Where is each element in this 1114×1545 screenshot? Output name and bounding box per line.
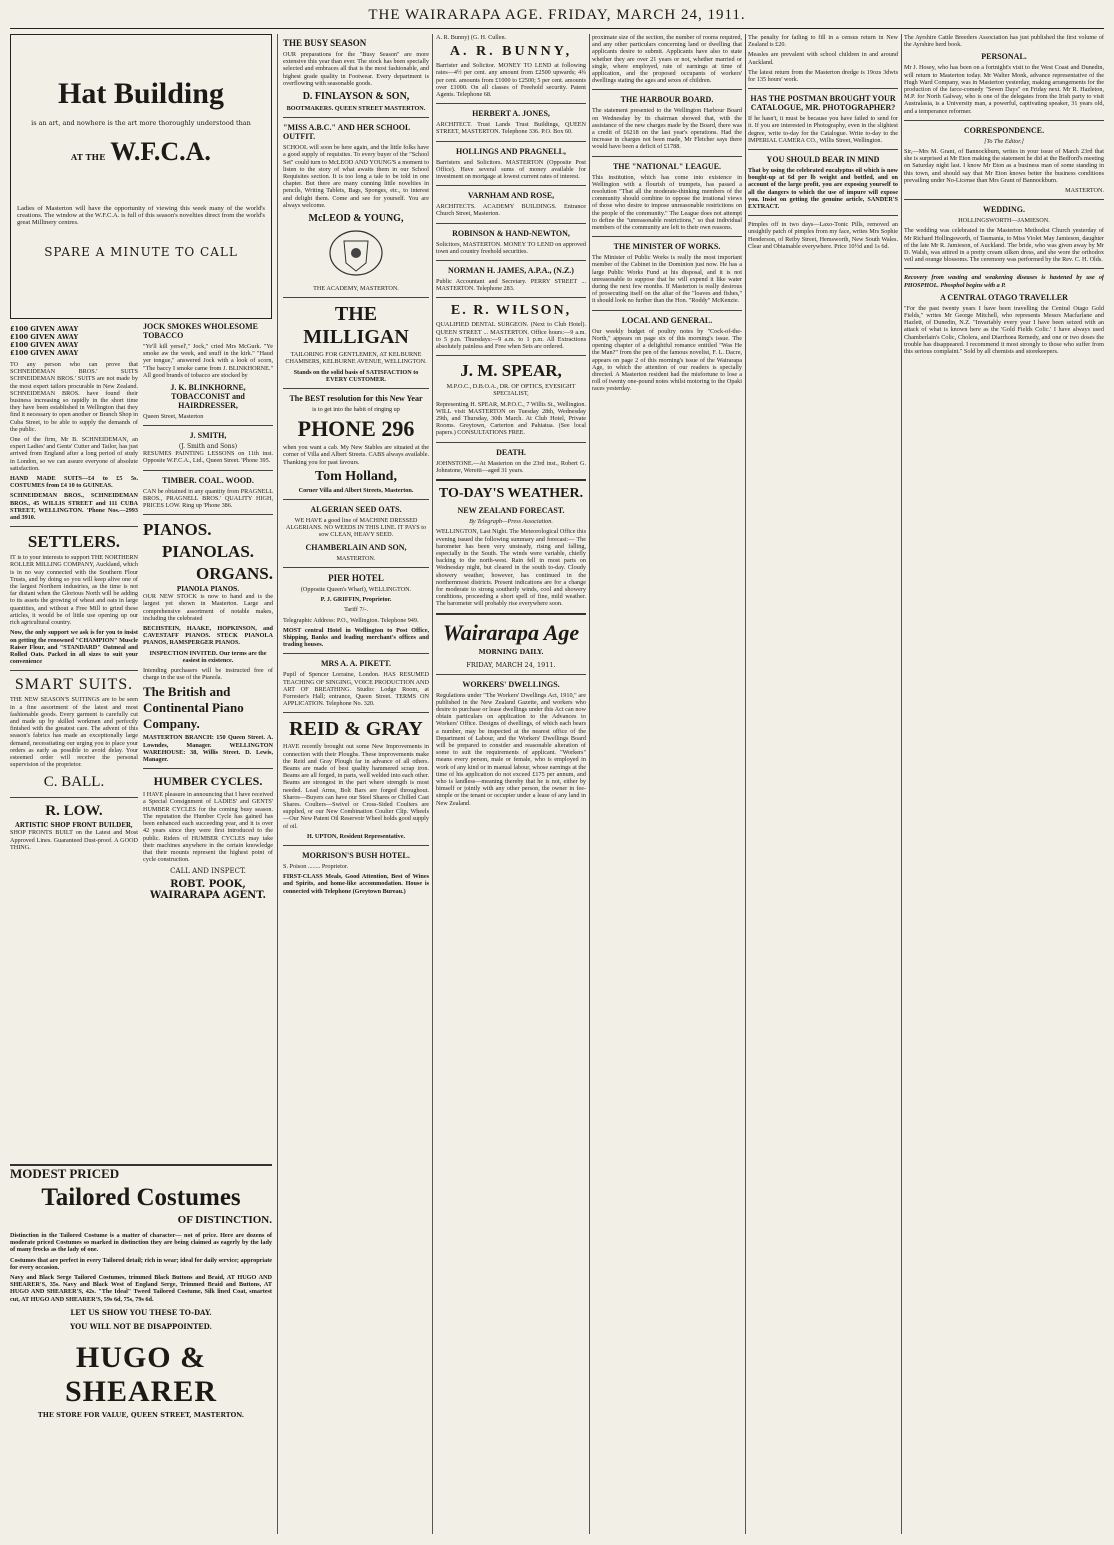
hat-title: Hat Building [58,77,224,110]
robinson-name: ROBINSON & HAND-NEWTON, [452,228,570,238]
column-5 [748,34,898,1534]
hat-body: Ladies of Masterton will have the opportunity of viewing this week many of the world's creations. The window at the W.F.C.A. is full of this season's novelties direct from the world's great Millinery centres. [17,205,265,227]
busy-season-body: OUR preparations for the "Busy Season" are more extensive this year than ever. The stock has been specially selected and embraces all that is the most fashionable, and highest grade quality in Footwear. Every department is overflowing with seasonable goods. [283,51,429,87]
low-subtitle: ARTISTIC SHOP FRONT BUILDER, [15,822,133,830]
ball-name: C. BALL. [43,774,105,791]
column-divider [901,34,902,1534]
algerian-body: WE HAVE a good line of MACHINE DRESSED ALGERIANS. NO WEEDS IN THIS LINE. IT PAYS to sow CLEAN, HEAVY SEED. [285,517,427,539]
forecast-title: NEW ZEALAND FORECAST. [457,506,565,516]
costume-body: Distinction in the Tailored Costume is a matter of character— not of price. Here are dozens of moderate priced Costumes so marked in distinction they are being claimed as eagerly by the lady of many frocks as the lady of one. [10,1232,272,1254]
bunny-head: A. R. Bunny) (G. H. Cullen. [436,34,507,41]
morrison-owner: S. Poison ........ Proprietor. [283,862,349,870]
mcleod-sub: THE ACADEMY, MASTERTON. [313,285,399,293]
given-away-1: £100 GIVEN AWAY [10,325,79,333]
hat-subtitle: is an art, and nowhere is the art more thoroughly understood than [31,119,251,127]
dwellings-body: Regulations under "The Workers' Dwellings Act, 1910," are published in the New Zealand Gazette, and workers who desire to purchase or lease dwellings under this Act can now obtain particulars on application to the Advances to Workers' Office. Designs of dwellings, of which each bears a number, may be inspected at the nearest office of the Department of Labour, and the Workers' Dwellings Board will be prepared to consider and reasonable alteration of some to suit the requirements of applicant. "Workers" means every person, male or female, who is employed in work of any kind or in manual labour, whose earnings at the time of his application do not exceed £175 per annum, and who is landless—meaning thereby that he is not, either by himself or jointly with any other person, the owner in fee-simple or the tenant or occupier under a lease of any land in New Zealand. [436,691,586,807]
pragnell-body: CAN be obtained in any quantity from PRAGNELL BROS., PRAGNELL BROS.' QUALITY HIGH, PRICES LOW. Ring up 'Phone 386. [143,487,273,510]
piano-makes: BECHSTEIN, HAAKE, HOPKINSON, and CAVESTAFF PIANOS. STECK PIANOLA PIANOS, RAMSPERGER PIANOS. [143,625,273,647]
spear-body: Representing H. SPEAR, M.P.O.C., 7 Willis St., Wellington. WILL visit MASTERTON on Tuesday 28th, Wednesday 29th, and Thursday, 30th March. At Club Hotel, Private Rooms. Greytown, Carterton and Pahiatua. (See local papers.) CONSULTATIONS FREE. [436,400,586,437]
low-body: SHOP FRONTS BUILT on the Latest and Most Approved Lines. Guaranteed Dust-proof. A GOOD THING. [10,829,138,851]
wedding-body: The wedding was celebrated in the Masterton Methodist Church yesterday of Mr Richard Hollingsworth, of Tasmania, to Miss Violet May Jamieson, daughter of the late Mr R. Jamieson, of Auckland. The bride, who was given away by Mr D. Walsh, was attired in a pretty cream silken dress, and she wore the orthodox veil and orange blossoms. The ceremony was performed by the Rev. C. H. Olds. [904,227,1104,264]
miss-abc-body: SCHOOL will soon be here again, and the little folks have a good supply of requisites. To every buyer of the "School Set" could turn to McLEOD AND YOUNG'S a moment to listen to the story of what awaits them in our School Requisites section. It is too long a tale to be told in one chapter. But there are many cunning little novelties in pencils, Writing Tablets, Bags, Sponges, etc., to interest and delight them. Come and see for yourself. You are always welcome. [283,144,429,209]
otago-body: "For the past twenty years I have been travelling the Central Otago Gold Fields," writes Mr George Mitchell, who represents Messrs Macfarlane and Hazlett, of Dunedin, N.Z. "Invariably every year I have been seized with an attack of what is known here as the 'Gold Fields Colic.' I have always used Chamberlain's Colic, Cholera, and Diarrhoea Remedy, and one or two doses the trouble has disappeared. I recommend it most strongly to those who suffer from this serious complaint." Sold by all chemists and storekeepers. [904,304,1104,356]
british-address: MASTERTON BRANCH: 150 Queen Street. A. Lowndes, Manager. WELLINGTON WAREHOUSE: 38, Willis Street. D. Lewis, Manager. [143,734,273,764]
tailored-costumes: Tailored Costumes [41,1184,241,1211]
column-3 [436,34,586,1534]
death-body: JOHNSTONE.—At Masterton on the 23rd inst., Robert G. Johnstone, Wereiti—aged 31 years. [436,459,586,474]
bunny-name: A. R. BUNNY, [449,44,573,60]
given-away-3: £100 GIVEN AWAY [10,341,79,349]
pier-telegraph: Telegraphic Address: P.O., Wellington. Telephone 949. [283,616,419,624]
hat-building-ad [10,34,272,319]
pikett-body: Pupil of Spencer Lorraine, London. HAS RESUMED TEACHING OF SINGING, VOICE PRODUCTION AND ART OF BREATHING. Studio: Lodge Room, at Forrester's Hall; entrance, Queen Street. TERMS ON APPLICATION. Telephone No. 320. [283,671,429,708]
personal-body: Mr J. Hosey, who has been on a fortnight's visit to the West Coast and Dunedin, will return to Masterton today. Mr Walter Monk, advance representative of the Hugh Ward Company, was in Masterton yesterday, making arrangements for the production of the farce-comedy "Seven Days" on Friday next. Mr R. Hazleton, M.P. for North Galway, who is one of the delegates from the Irish party to visit Australasia, is a University man, a powerful, captivating speaker, 31 years old, and a temperance reformer. [904,64,1104,115]
works-body: The Minister of Public Works is really the most important member of the Cabinet in the Dominion just now. He has a large Public Works Fund at his disposal, and it is not unreasonable to suppose that he will expend it like water during the next few months. If Masterton is really desirous of prosecuting itself on the altar of the "loaves and fishes," it should look no further than the Hon. "Roddy" McKenzie. [592,254,742,305]
reid-gray-body: HAVE recently brought out some New Improvements in connection with their Ploughs. These improvements make the Reid and Gray Plough far in advance of all others. Beams are made of best quality hammered scrap iron. Beams are all forged, in parts, well welded into each other. Beams are strongest in the part where strength is most needed. Lead Arms, Bolt Bars are forged throughout. Sharos—Buyers can have our Steel Shares or Chilled Cast Shares. Coulters—Swivel or Cross-Sided Coulters are supplied, or our New Combination Coulter Clip. Wheels—Our New Patent Oil Reservoir Wheel holds good supply of oil. [283,743,429,830]
miss-abc-title: "MISS A.B.C." AND HER SCHOOL OUTFIT. [283,123,410,142]
settlers-body: IT is to your interests to support THE NORTHERN ROLLER MILLING COMPANY, Auckland, which is in no way connected with the Southern Flour Trusts, and by doing so you will keep alive one of the largest Northern industries, as the time is not far distant when the Glorious North will be adding to its assets the growing of wheat and oats in large quantities, and without a Free Mill to grind these articles, it would be of little use opening up our rich agricultural country. [10,554,138,627]
column-divider [745,34,746,1534]
schneideman-address: SCHNEIDEMAN BROS., SCHNEIDEMAN BROS., 45 WILLIS STREET and 111 CUBA STREET, WELLINGTON. 'Phone Nos.—2993 and 3910. [10,492,138,522]
british-piano-company: The British and Continental Piano Company. [143,684,244,732]
jock-body: "Ye'll kill yersel'," Jock," cried Mrs McGurk. "Ye smoke aw the week, and snuff in the kirk." "Haud yer tongue," answered Jock with a look of scorn, "The baccy I smoke came from J. BLINKHORNE." All good brands of tobacco are stocked by [143,343,273,379]
column-divider [589,34,590,1534]
pier-owner: P. J. GRIFFIN, Proprietor. [320,596,392,604]
to-editor: [To The Editor.] [984,137,1024,145]
pianolas-title: PIANOLAS. [161,542,255,562]
smith-sub: (J. Smith and Sons) [178,443,238,451]
costume-items: Navy and Black Serge Tailored Costumes, trimmed Black Buttons and Braid, AT HUGO AND SHEARER'S, 35s. Navy and Black West of England Serge, Trimmed Braid and Buttons, AT HUGO AND SHEARER'S, 42s. "The Ideal" Tweed Tailored Costume, Silk lined Coat, smartest cut, AT HUGO AND SHEARER'S, 59s 6d, 75s, 79s 6d. [10,1274,272,1303]
settlers-title: SETTLERS. [27,532,121,552]
holland-address: Corner Villa and Albert Streets, Masterton. [298,486,414,494]
measles-note: Measles are prevalent with school children in and around Auckland. [748,51,898,66]
paper-date: FRIDAY, MARCH 24, 1911. [466,660,556,669]
call-inspect: CALL AND INSPECT. [170,867,246,876]
smith-body: RESUMES PAINTING LESSONS on 11th inst. Opposite W.F.C.A., Ltd., Queen Street. 'Phone 395. [143,450,273,465]
postman-title: HAS THE POSTMAN BROUGHT YOUR CATALOGUE, MR. PHOTOGRAPHER? [750,94,896,113]
column-6 [904,34,1104,1534]
smart-body: THE NEW SEASON'S SUITINGS are to be seen in a fine assortment of the latest and most fashionable goods. Every garment is carefully cut and made up by skilled workmen and perfectly finished with the greatest care. The advent of this season's fabrics has made an exceptionally large demand, necessitating our urging you to place your orders as early as possible to avoid delay. Your esteemed order will receive the personal supervision of the proprietor. [10,696,138,769]
not-disappointed: YOU WILL NOT BE DISAPPOINTED. [70,1321,212,1331]
jock-title: JOCK SMOKES WHOLESOME TOBACCO [143,322,258,340]
smart-title: SMART SUITS. [14,676,134,694]
dwellings-title: WORKERS' DWELLINGS. [462,679,560,689]
masthead: THE WAIRARAPA AGE. FRIDAY, MARCH 24, 1911. [368,7,746,23]
milligan-title: THE MILLIGAN [303,303,409,349]
costume-body-2: Costumes that are perfect in every Tailored detail; rich in wear; ideal for daily service; appropriate for every occasion. [10,1256,272,1271]
postman-body: If he hasn't, it must be because you have failed to send for it. If you are interested in Photography, even in the slightest degree, write to-day for the Catalogue. Write to-day to the IMPERIAL CAMERA CO., Willis Street, Wellington. [748,115,898,144]
phone-296: PHONE 296 [297,416,415,442]
national-title: THE "NATIONAL" LEAGUE. [612,161,722,171]
otago-title: A CENTRAL OTAGO TRAVELLER [940,292,1068,302]
column-4 [592,34,742,1534]
robinson-body: Solicitors, MASTERTON. MONEY TO LEND on approved town and country freehold securities. [436,240,586,255]
column-divider [277,34,278,1534]
column-2 [283,34,429,1534]
given-prices: HAND MADE SUITS—£4 to £5 5s. COSTUMES from £4 10 to GUINEAS. [10,475,138,490]
let-us-show: LET US SHOW YOU THESE TO-DAY. [70,1307,212,1317]
weather-title: TO-DAY'S WEATHER. [438,486,584,502]
settlers-body-2: Now, the only support we ask is for you to insist on getting the renowned "CHAMPION" Muscle Raiser Flour, and "STANDARD" Oatmeal and Rolled Oats. Packed in all sizes to suit your convenience [10,629,138,666]
blinkhorne-address: Queen Street, Masterton [143,413,204,421]
pier-tariff: Tariff 7/-. [344,606,368,614]
masthead-rule [10,28,1104,29]
algerian-title: ALGERIAN SEED OATS. [310,505,402,515]
forecast-body: WELLINGTON, Last Night. The Meteorological Office this evening issued the following summary and forecast:— The barometer has been very unsteady, rising and falling, especially in the South. The winds were variable, chiefly backing to the north-west. Rain fell in most parts on Wednesday night, but cleared in the south to-day. Cloudy showery weather, however, has continued in the northernmost districts. Present indications are for a change for moderate to strong southerly winds, cool and showery conditions, proceeding a short spell of fine, mild weather. The barometer will probably rise everywhere soon. [436,528,586,608]
pikett-name: MRS A. A. PIKETT. [320,659,392,669]
james-body: Public Accountant and Secretary. PERRY STREET ... MASTERTON. Telephone 283. [436,278,586,293]
chamberlain-name: CHAMBERLAIN AND SON, [305,542,407,552]
morrison-hotel: MORRISON'S BUSH HOTEL. [302,850,410,860]
blinkhorne-name: J. K. BLINKHORNE, TOBACCONIST and HAIRDRESSER, [170,383,246,411]
given-body-2: One of the firm, Mr B. SCHNEIDEMAN, an expert Ladies' and Gents' Cutter and Tailor, has just arrived from England after a long period of study in London, so we can assure everyone of absolute satisfaction. [10,436,138,472]
chamberlain-sub: MASTERTON. [336,554,376,562]
spear-name: J. M. SPEAR, [460,361,562,381]
wilson-body: QUALIFIED DENTAL SURGEON. (Next to Club Hotel). QUEEN STREET ... MASTERTON. Office hours:—9 a.m. to 5 p.m. Thursdays:—9 a.m. to 1 p.m. All Extractions absolutely painless and Free when Sets are ordered. [436,321,586,351]
ayrshire-note: The Ayrshire Cattle Breeders Association has just published the first volume of the Ayrshire herd book. [904,34,1104,49]
humber-title: HUMBER CYCLES. [153,774,263,789]
pier-body: MOST central Hotel in Wellington to Post Office, Shipping, Banks and leading merchant's offices and trading houses. [283,626,429,649]
intending-purchasers: Intending purchasers will be instructed free of charge in the use of the Pianola. [143,667,273,682]
busy-season-title: THE BUSY SEASON [283,38,367,48]
low-title: R. LOW. [45,803,103,820]
col1b [143,318,273,1118]
wilson-name: E. R. WILSON, [450,303,572,319]
inspection-invited: INSPECTION INVITED. Our terms are the easiest in existence. [149,649,267,664]
modest-priced: MODEST PRICED [10,1166,120,1181]
wedding-title: WEDDING. [982,205,1025,215]
phosphol-ad: Recovery from wasting and weakening diseases is hastened by use of PHOSPHOL. Phosphol begins with a P. [904,274,1104,289]
organs-title: ORGANS. [196,564,273,584]
humber-body: I HAVE pleasure in announcing that I have received a Special Consignment of LADIES' and GENTS' HUMBER CYCLES for the coming busy season. The reputation the Humber Cycle has gained has been enhanced each succeeding year, and it is over 42 years since they were first introduced to the public. Riders of HUMBER CYCLES may take their machines anywhere in the certain knowledge that their mounts represent the highest point of cycle construction. [143,791,273,864]
given-body: TO any person who can prove that SCHNEIDEMAN BROS.' SUITS SCHNEIDEMAN BROS.' SUITS are not made by the most expert tailors procurable in New Zealand. SCHNEIDEMAN BROS. have found their business increasing so rapidly in the short time they have been established in Wellington that they find it necessary to open another or Branch Shop in Cuba Street, to be able to supply the demands of the public. [10,361,138,433]
morrison-body: FIRST-CLASS Meals, Good Attention, Best of Wines and Spirits, and home-like accommodation. House is connected with Telephone (Greytown Bureau.) [283,873,429,895]
resolution-title: The BEST resolution for this New Year [289,394,423,404]
smith-name: J. SMITH, [189,431,227,441]
local-body: Our weekly budget of poultry notes by "Cock-of-the-North," appears on page six of this morning's issue. The opening chapter of a delightful romance entitled "Was He the Man?" from the pen of the famous novelist, F. L. Dacre, appears on page 2 of this morning's issue of the Wairarapa Age, to which the attention of our readers is specially directed. A Masterton resident had the misfortune to lose a roll of twenty one-pound notes whilst motoring to the Opaki races yesterday. [592,327,742,393]
correspondence-body: Sir,—Mrs M. Grant, of Bannockburn, writes in your issue of March 23rd that she is surprised at Mr Eton making the statement he did at the Bedford's meeting on Saturday night last. I know Mr Eton as a business man of some standing in this town, and should say that Mr Eton knows better the business conditions prevailing under No-License than Mrs Grant of Bannockburn. [904,148,1104,184]
mcleod-young: McLEOD & YOUNG, [308,213,404,225]
pianos-title: PIANOS. [143,520,212,540]
given-away-2: £100 GIVEN AWAY [10,333,79,341]
hugo-shearer-sub: THE STORE FOR VALUE, QUEEN STREET, MASTERTON. [37,1410,245,1419]
finlayson-name: D. FINLAYSON & SON, [302,91,410,103]
hat-brand: W.F.C.A. [110,137,211,166]
jones-body: ARCHITECT. Trust Lands Trust Buildings, QUEEN STREET, MASTERTON. Telephone 336. P.O. Box 60. [436,121,586,136]
hugo-shearer-ad [10,1164,272,1419]
works-title: THE MINISTER OF WORKS. [613,242,721,252]
resolution-body: is to get into the habit of ringing up [312,406,400,414]
hollings-body: Barristers and Solicitors. MASTERTON (Opposite Post Office). Have several sums of money available for investment on mortgage at lowest current rates of interest. [436,158,586,181]
tom-holland: Tom Holland, [315,468,397,484]
of-distinction: OF DISTINCTION. [177,1214,272,1226]
robt-pook: ROBT. POOK, WAIRARAPA AGENT. [150,879,266,902]
dredge-note: The latest return from the Masterton dredge is 19ozs 3dwts for 135 hours' work. [748,68,898,84]
given-away-4: £100 GIVEN AWAY [10,349,79,357]
paper-title: Wairarapa Age [442,619,580,645]
pianola-pianos: PIANOLA PIANOS. [176,586,240,594]
jones-name: HERBERT A. JONES, [472,109,550,119]
milligan-body: TAILORING FOR GENTLEMEN, AT KELBURNE CHAMBERS, KELBURNE AVENUE, WELLINGTON. [285,351,427,366]
personal-title: PERSONAL. [981,52,1027,62]
penalty-note: The penalty for failing to fill in a census return in New Zealand is £20. [748,34,898,49]
james-name: NORMAN H. JAMES, A.P.A., (N.Z.) [448,266,574,276]
hollings-name: HOLLINGS AND PRAGNELL, [455,146,567,156]
correspondence-sign: MASTERTON. [1065,187,1104,195]
finlayson-sub: BOOTMAKERS. QUEEN STREET MASTERTON. [286,105,426,113]
correspondence-title: CORRESPONDENCE. [963,125,1045,135]
hugo-shearer-name: HUGO & SHEARER [64,1340,218,1408]
hat-at: AT THE [71,152,106,162]
harbour-title: THE HARBOUR BOARD. [620,95,714,105]
crest-emblem [283,227,429,283]
wedding-couple: HOLLINGSWORTH—JAMIESON. [958,217,1050,225]
timber-title: TIMBER. COAL. WOOD. [162,475,254,485]
harbour-body: The statement presented to the Wellington Harbour Board on Wednesday by its chairman showed that, with the assistance of the new charges made by the Board, there was a credit of £6218 on the last year's operations. Had the increase in charges not been made, Mr Fletcher says there would have been a deficit of £1788. [592,107,742,151]
reid-gray: REID & GRAY [289,718,423,741]
pier-sub: (Opposite Queen's Wharf), WELLINGTON. [300,585,412,593]
forecast-by: By Telegraph—Press Association. [469,518,553,526]
bear-title: YOU SHOULD BEAR IN MIND [766,155,880,165]
harbour-intro: proximate size of the section, the number of rooms required, and any other particulars concerning land or dwelling that applicants desire to submit. Applicants have also to state whether they are over 21 years or not, whether married or single, where employed, rate of earnings at time of application, and the proposed occupants of workers' dwellings stating the ages and sexes of children. [592,34,742,85]
bunny-body: Barrister and Solicitor. MONEY TO LEND at following rates—4½ per cent. any amount from £2500 upwards; 4¾ per cent. amounts from £1000 to £2500; 5 per cent. amounts over £1000. On all classes of Freehold security. Patent Agents. Telephone 68. [436,62,586,99]
upton-rep: H. UPTON, Resident Representative. [306,832,406,840]
schneideman-ad [10,325,142,854]
bear-body: That by using the celebrated eucalyptus oil which is now bought-up at 6d per lb weight and bottled, and on account of the large profit, you are exposing yourself to all the dangers to which the use of impure will expose you. Insist on getting the genuine article, SANDER'S EXTRACT. [748,167,898,211]
spear-sub: M.P.O.C., D.B.O.A., DR. OF OPTICS, EYESIGHT SPECIALIST, [446,383,576,398]
milligan-stand: Stands on the solid basis of SATISFACTION to EVERY CUSTOMER. [293,368,419,383]
phone-body: when you want a cab. My New Stables are situated at the corner of Villa and Albert Streets. CABS always available. Thanking you for past favours. [283,444,429,466]
death-title: DEATH. [496,447,526,457]
pimples-ad: Pimples off in two days—Laxo-Tonic Pills, removed an unsightly patch of pimples from my face, writes Mrs Sophie Henderson, of Reiby Street, Hemsworth, New South Wales. Clear and Obtainable everywhere. Price 10½d and 1s 6d. [748,221,898,250]
pier-hotel: PIER HOTEL [328,572,384,583]
column-divider [432,34,433,1534]
hat-spare: SPARE A MINUTE TO CALL [44,244,238,259]
piano-body: OUR NEW STOCK is now to hand and is the largest yet shown in Masterton. Large and comprehensive assortment of notable makes, including the celebrated [143,593,273,622]
varnham-body: ARCHITECTS. ACADEMY BUILDINGS. Entrance Church Street, Masterton. [436,203,586,218]
varnham-name: VARNHAM AND ROSE, [467,191,555,201]
paper-sub: MORNING DAILY. [478,647,544,656]
national-body: This institution, which has come into existence in Wellington with a flourish of trumpets, has passed a resolution "That all the moderate-thinking members of the community should combine to oppose the irrational views of those who desire to impose unreasonable restrictions on the people of the community." The League does not attempt to define the "unreasonable restrictions," so that individual members of the community are left to their own reasons. [592,173,742,232]
local-title: LOCAL AND GENERAL. [621,315,713,325]
